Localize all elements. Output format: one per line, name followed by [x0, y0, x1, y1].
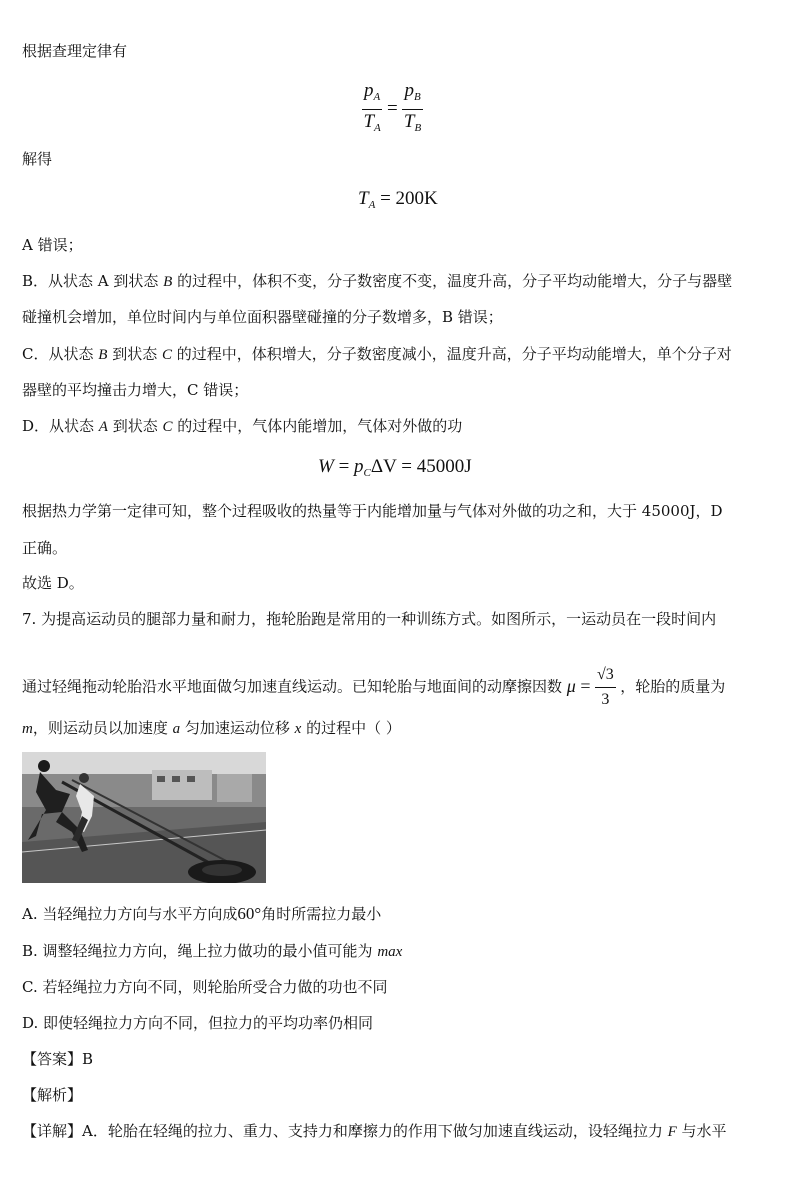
- text-line: [22, 415, 462, 438]
- result-value: ΔV = 45000J: [370, 456, 472, 477]
- subscript: C: [363, 467, 371, 479]
- charles-law-formula: [362, 80, 423, 139]
- text-segment: 与水平: [676, 1122, 727, 1140]
- state-variable: B: [98, 347, 108, 363]
- text-segment: C．从状态: [22, 345, 99, 363]
- work-formula: [318, 456, 472, 479]
- option-a: [22, 903, 381, 925]
- var-a: a: [172, 721, 181, 737]
- text-segment: A. 当轻绳拉力方向与水平方向成: [22, 905, 238, 923]
- text-segment: B. 调整轻绳拉力方向，绳上拉力做功的最小值可能为: [22, 942, 378, 960]
- var-p: p: [364, 80, 374, 101]
- var-t: T: [403, 111, 415, 132]
- text-line: 根据查理定律有: [22, 42, 128, 60]
- detail-line: [22, 1120, 727, 1143]
- text-line: [22, 270, 732, 293]
- var-t: T: [363, 111, 375, 132]
- text-segment: 角时所需拉力最小: [261, 905, 382, 923]
- sqrt-three: √3: [595, 664, 616, 688]
- state-variable: A: [98, 419, 108, 435]
- text-segment: 的过程中，气体内能增加，气体对外做的功: [172, 417, 463, 435]
- text-segment: 的过程中（ ）: [301, 719, 401, 737]
- text-segment: 匀加速运动位移: [180, 719, 295, 737]
- var-w: W: [318, 456, 334, 477]
- text-segment: D．从状态: [22, 417, 99, 435]
- subscript: A: [368, 199, 376, 211]
- subscript: A: [373, 91, 381, 103]
- option-d: D. 即使轻绳拉力方向不同，但拉力的平均功率仍相同: [22, 1014, 374, 1032]
- text-line: 根据热力学第一定律可知，整个过程吸收的热量等于内能增加量与气体对外做的功之和，大于 45000J，D: [22, 502, 723, 520]
- question-7-line: 7. 为提高运动员的腿部力量和耐力，拖轮胎跑是常用的一种训练方式。如图所示，一运动员在一段时间内: [22, 610, 717, 628]
- subscript: A: [374, 122, 381, 134]
- text-segment: 【详解】A．轮胎在轻绳的拉力、重力、支持力和摩擦力的作用下做匀加速直线运动，设轻绳拉力: [22, 1122, 668, 1140]
- mu-formula: [566, 666, 620, 708]
- angle-value: 60°: [237, 904, 262, 923]
- equals-sign: =: [575, 675, 595, 696]
- denominator: 3: [601, 691, 610, 708]
- text-segment: 通过轻绳拖动轮胎沿水平地面做匀加速直线运动。已知轮胎与地面间的动摩擦因数: [22, 677, 563, 696]
- option-c: C. 若轻绳拉力方向不同，则轮胎所受合力做的功也不同: [22, 978, 388, 996]
- text-line: A 错误；: [22, 236, 83, 254]
- text-segment: 的过程中，体积增大，分子数密度减小，温度升高，分子平均动能增大，单个分子对: [171, 345, 732, 363]
- option-b: [22, 940, 402, 963]
- text-line: 器壁的平均撞击力增大，C 错误；: [22, 381, 249, 399]
- var-mu: μ: [566, 675, 576, 696]
- text-segment: 到状态: [107, 417, 163, 435]
- text-line: 正确。: [22, 539, 68, 557]
- var-p: p: [404, 80, 414, 101]
- fraction-a: [362, 80, 382, 139]
- fraction-b: [402, 80, 422, 139]
- question-7-line: [22, 664, 725, 711]
- result-value: = 200K: [380, 188, 438, 209]
- state-variable: B: [163, 274, 173, 290]
- text-segment: 的过程中，体积不变，分子数密度不变，温度升高，分子平均动能增大，分子与器壁: [172, 272, 733, 290]
- text-segment: B．从状态 A 到状态: [22, 272, 164, 290]
- text-segment: ，则运动员以加速度: [32, 719, 173, 737]
- var-p: p: [354, 456, 364, 477]
- text-line: [22, 343, 732, 366]
- subscript: B: [414, 122, 422, 134]
- temperature-formula: [358, 188, 438, 211]
- text-segment: 到状态: [107, 345, 162, 363]
- state-variable: C: [161, 347, 172, 363]
- state-variable: C: [162, 419, 173, 435]
- text-line: 解得: [22, 150, 53, 168]
- var-f: F: [667, 1124, 677, 1140]
- text-segment: ，轮胎的质量为: [620, 677, 726, 696]
- var-x: x: [294, 721, 302, 737]
- text-line: 碰撞机会增加，单位时间内与单位面积器壁碰撞的分子数增多，B 错误；: [22, 308, 503, 326]
- analysis-label: 【解析】: [22, 1086, 83, 1104]
- subscript: B: [413, 91, 421, 103]
- tire-drag-photo: [22, 752, 266, 883]
- text-line: 故选 D。: [22, 574, 84, 592]
- var-t: T: [358, 188, 369, 209]
- equals-sign: =: [333, 456, 355, 477]
- answer-label: 【答案】B: [22, 1050, 94, 1068]
- question-7-line: [22, 717, 401, 740]
- var-m: m: [22, 721, 33, 737]
- var-max: max: [377, 944, 403, 960]
- equals-sign: =: [386, 97, 398, 119]
